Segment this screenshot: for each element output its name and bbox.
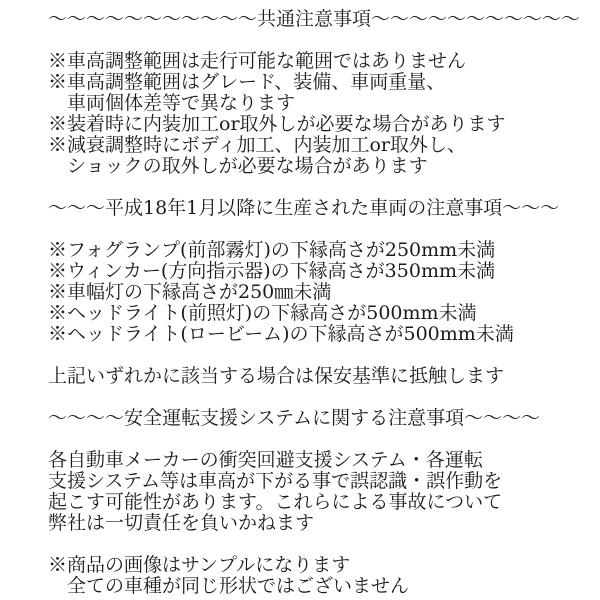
note-no-liability: 弊社は一切責任を負いかねます — [48, 512, 315, 534]
note-headlight-height: ※ヘッドライト(前照灯)の下縁高さが500mm未満 — [48, 302, 477, 324]
note-turnsignal-height: ※ウィンカー(方向指示器)の下縁高さが350mm未満 — [48, 260, 495, 282]
note-sample-image-cont: 全ての車種が同じ形状ではございません — [48, 575, 410, 597]
note-interior-work-on-install: ※装着時に内装加工or取外しが必要な場合があります — [48, 113, 506, 135]
heading-common-notes: ～～～～～～～～～～～共通注意事項～～～～～～～～～～～ — [48, 8, 581, 30]
heading-heisei18-vehicles: ～～～平成18年1月以降に生産された車両の注意事項～～～ — [48, 197, 560, 219]
note-ride-height-range-not-drivable: ※車高調整範囲は走行可能な範囲ではありません — [48, 50, 467, 72]
note-ride-height-varies: ※車高調整範囲はグレード、装備、車両重量、 — [48, 71, 446, 93]
blank-line — [48, 387, 594, 408]
blank-line — [48, 177, 594, 198]
note-lowbeam-height: ※ヘッドライト(ロービーム)の下縁高さが500mm未満 — [48, 323, 514, 345]
blank-line — [48, 30, 594, 51]
blank-line — [48, 219, 594, 240]
note-assist-systems-1: 各自動車メーカーの衝突回避支援システム・各運転 — [48, 449, 483, 471]
heading-driving-assist-systems: ～～～～安全運転支援システムに関する注意事項～～～～ — [48, 407, 541, 429]
note-sample-image: ※商品の画像はサンプルになります — [48, 554, 351, 576]
note-damping-adjust-work: ※減衰調整時にボディ加工、内装加工or取外し、 — [48, 134, 467, 156]
blank-line — [48, 534, 594, 555]
note-sidelamp-height: ※車幅灯の下縁高さが250㎜未満 — [48, 281, 332, 303]
note-assist-systems-2: 支援システム等は車高が下がる事で誤認識・誤作動を — [48, 470, 503, 492]
note-foglamp-height: ※フォグランプ(前部霧灯)の下縁高さが250mm未満 — [48, 239, 496, 261]
note-assist-systems-3: 起こす可能性があります。これらによる事故について — [48, 491, 503, 513]
note-damping-adjust-work-cont: ショックの取外しが必要な場合があります — [48, 155, 428, 177]
note-safety-standard-violation: 上記いずれかに該当する場合は保安基準に抵触します — [48, 365, 505, 387]
note-ride-height-varies-cont: 車両個体差等で異なります — [48, 92, 296, 114]
blank-line — [48, 345, 594, 366]
blank-line — [48, 429, 594, 450]
